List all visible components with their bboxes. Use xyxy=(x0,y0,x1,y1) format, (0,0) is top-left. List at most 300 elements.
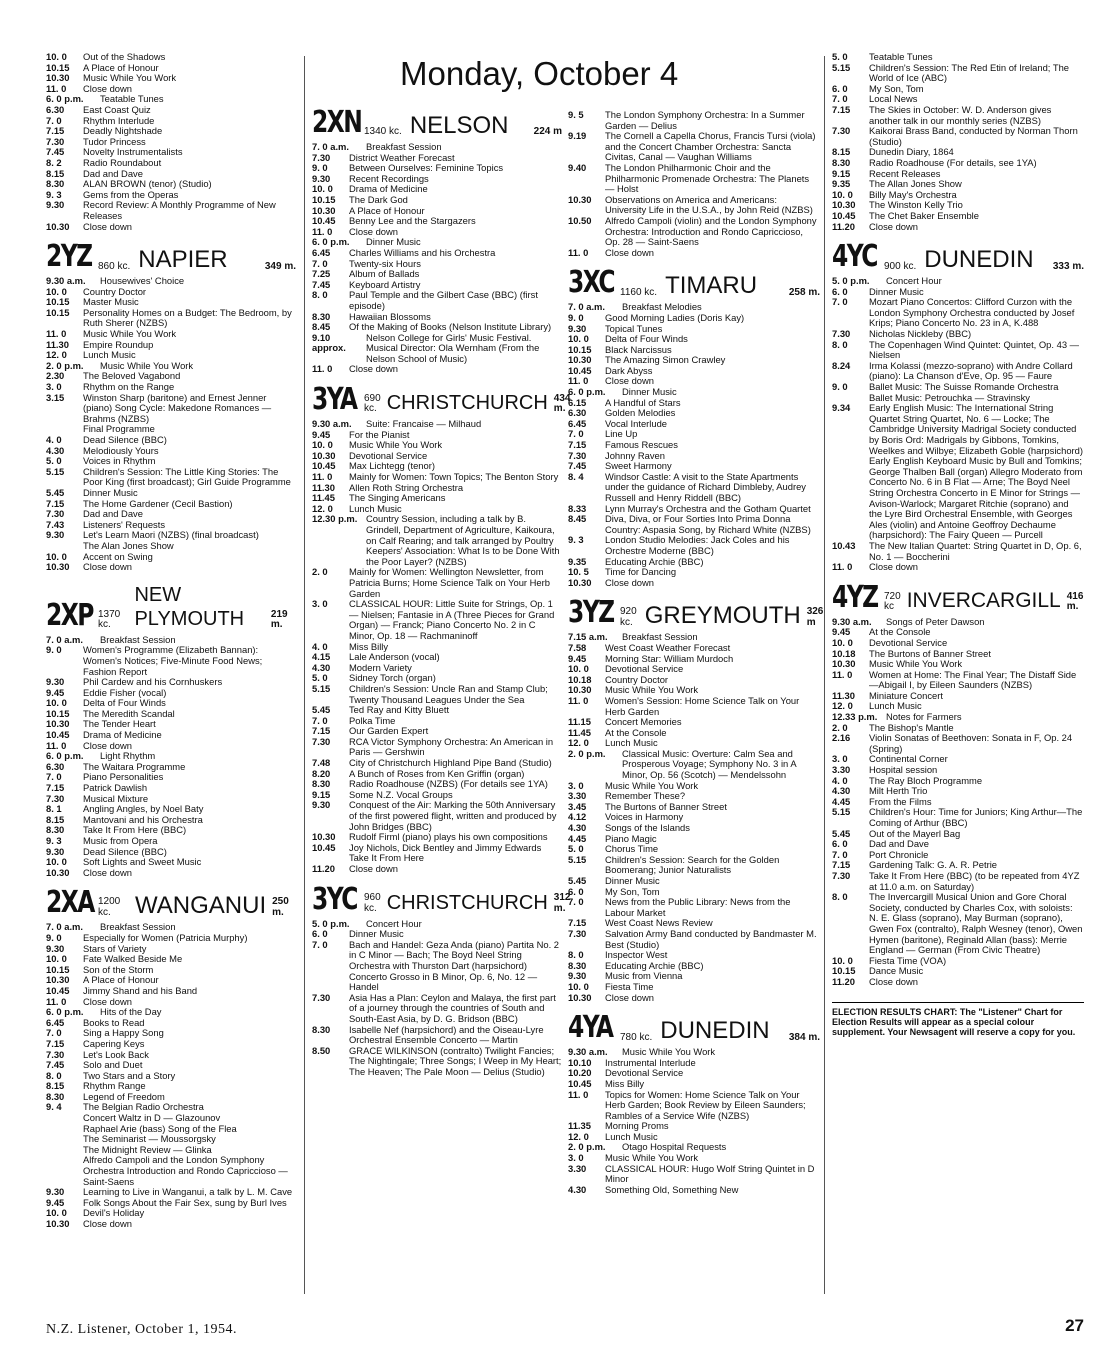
program-time: 7.15 xyxy=(46,1037,65,1049)
program-title: Black Narcissus xyxy=(605,343,672,355)
station-header-2xa xyxy=(46,885,296,921)
program-title: Kaikorai Brass Band, conducted by Norman Thorn (Studio) xyxy=(869,125,1078,147)
program-title: Billy May's Orchestra xyxy=(869,188,957,200)
program-time: 10.18 xyxy=(832,647,856,659)
program-time: 9.30 a.m. xyxy=(568,1046,608,1058)
program-time: 7. 0 xyxy=(312,257,328,269)
program-time: 3.45 xyxy=(568,800,587,812)
column-1 xyxy=(46,52,296,1230)
program-title: Music While You Work xyxy=(622,1046,716,1058)
program-row xyxy=(832,871,1084,892)
program-time: 9.10 approx. xyxy=(312,331,346,354)
program-time: 10.10 xyxy=(568,1056,592,1068)
program-title: Benny Lee and the Stargazers xyxy=(349,215,476,227)
program-title: Radio Roundabout xyxy=(83,156,162,168)
program-time: 8.30 xyxy=(46,178,65,190)
program-row xyxy=(832,340,1084,361)
program-time: 4.30 xyxy=(312,661,331,673)
station-freq: 780 kc. xyxy=(620,1031,653,1043)
program-time: 8.24 xyxy=(832,359,851,371)
program-row xyxy=(568,749,820,781)
program-row xyxy=(832,977,1084,988)
program-title: Sing a Happy Song xyxy=(83,1027,164,1039)
program-time: 7.30 xyxy=(312,151,331,163)
program-title: Radio Roadhouse (For details, see 1YA) xyxy=(869,156,1037,168)
program-time: 7.30 xyxy=(832,869,851,881)
publication-footer: N.Z. Listener, October 1, 1954. xyxy=(46,1322,238,1337)
station-freq: 1340 kc. xyxy=(364,126,402,138)
program-row xyxy=(568,313,820,324)
program-time: 10.30 xyxy=(568,193,592,205)
program-title: Concert Hour xyxy=(886,275,942,287)
station-call: 4YZ xyxy=(832,579,878,615)
program-time: 7.45 xyxy=(568,460,587,472)
program-title: Hits of the Day xyxy=(100,1006,162,1018)
program-title: Close down xyxy=(83,866,132,878)
program-time: 8.30 xyxy=(312,1023,331,1035)
program-time: 7.30 xyxy=(46,135,65,147)
program-time: 7. 0 a.m. xyxy=(46,633,84,645)
program-time: 2. 0 xyxy=(832,721,848,733)
program-time: 10. 0 xyxy=(312,183,333,195)
program-time: 2. 0 xyxy=(312,566,328,578)
program-row xyxy=(832,297,1084,329)
program-title: The Invercargill Musical Union and Gore Choral Society, conducted by Charles Cox, with soloists: N. E. Glass (soprano), May Burman (soprano), Gwen Fox (contralto), Ralph Wesney (tenor), Owen Hymen (baritone), Reginald Allan (bass): Merrie England — German (From Civic Theatre) xyxy=(869,891,1083,956)
program-title: Rhythm Interlude xyxy=(83,114,155,126)
program-time: 9. 3 xyxy=(46,835,62,846)
program-title: Legend of Freedom xyxy=(83,1090,165,1102)
program-title: Children's Session: Uncle Ran and Stamp Club; Twenty Thousand Leagues Under the Sea xyxy=(349,682,548,705)
program-time: 2.30 xyxy=(46,370,65,382)
program-time: 6.45 xyxy=(568,417,587,429)
program-time: 8. 0 xyxy=(46,1069,62,1081)
program-row xyxy=(46,52,296,63)
program-title: Lunch Music xyxy=(605,1130,658,1142)
program-title: Mozart Piano Concertos: Clifford Curzon with the London Symphony Orchestra conducted by Josef Krips; Piano Concerto No. 23 in A, K.488 xyxy=(869,296,1075,329)
program-time: 11. 0 xyxy=(46,328,67,340)
program-time: 5. 0 p.m. xyxy=(312,917,350,929)
program-title: Dark Abyss xyxy=(605,364,653,376)
program-title: Good Morning Ladies (Doris Kay) xyxy=(605,311,745,323)
program-title: Keyboard Artistry xyxy=(349,278,421,290)
program-time: 9.30 a.m. xyxy=(312,418,352,430)
program-title: A Bunch of Roses from Ken Griffin (organ) xyxy=(349,767,525,779)
program-row xyxy=(46,393,296,425)
program-title: Sweet Harmony xyxy=(605,460,672,472)
program-time: 6. 0 xyxy=(832,285,848,297)
program-title: Devil's Holiday xyxy=(83,1207,145,1219)
program-row xyxy=(832,638,1084,649)
program-row xyxy=(312,195,562,206)
program-time: 6. 0 p.m. xyxy=(46,750,84,762)
station-wavelength: 258 m. xyxy=(788,286,820,298)
program-time: 8. 0 xyxy=(568,949,584,961)
program-title: Songs of the Islands xyxy=(605,822,690,834)
program-time: 10.15 xyxy=(46,963,70,975)
program-time: 12. 0 xyxy=(46,349,67,361)
program-time: 10.20 xyxy=(568,1067,592,1079)
program-title: Learning to Live in Wanganui, a talk by L. M. Cave xyxy=(83,1186,293,1198)
program-row xyxy=(312,940,562,993)
program-time: 11. 0 xyxy=(312,471,333,483)
program-title: Children's Session: The Red Etin of Ireland; The World of Ice (ABC) xyxy=(869,61,1069,84)
program-row xyxy=(312,737,562,758)
program-time: 2. 0 p.m. xyxy=(46,359,84,371)
program-title: Fiesta Time (VOA) xyxy=(869,954,947,966)
program-title: Close down xyxy=(83,561,132,573)
program-title: Of the Making of Books (Nelson Institute Library) xyxy=(349,321,552,333)
program-list xyxy=(46,52,296,232)
program-row xyxy=(312,290,562,311)
program-time: 8.15 xyxy=(46,813,65,825)
program-title: Dunedin Diary, 1864 xyxy=(869,146,954,158)
program-row xyxy=(568,163,820,195)
program-row xyxy=(312,993,562,1025)
program-title: A Place of Honour xyxy=(83,974,159,986)
program-title: Piano Magic xyxy=(605,832,657,844)
program-title: Diva, Diva, or Four Sorties Into Prima Donna Country: Aspasia Song, by Richard White (NZBS) xyxy=(605,513,811,535)
program-time: 10.30 xyxy=(46,561,70,573)
program-title: Recent Releases xyxy=(869,167,941,179)
program-title: Charles Williams and his Orchestra xyxy=(349,246,496,258)
station-header-3xc xyxy=(568,265,820,301)
program-title: A Handful of Stars xyxy=(605,396,681,408)
station-call: 3YZ xyxy=(568,595,614,631)
program-row xyxy=(832,892,1084,956)
program-time: 11. 0 xyxy=(568,375,589,387)
program-title: The Seminarist — Moussorgsky xyxy=(83,1133,216,1145)
station-call: 3XC xyxy=(568,265,614,301)
program-time: 6.45 xyxy=(312,246,331,258)
program-row xyxy=(312,684,562,705)
program-time: 7. 0 a.m. xyxy=(312,141,350,152)
program-title: Drama of Medicine xyxy=(349,183,428,195)
program-time: 4.30 xyxy=(832,785,851,797)
program-row xyxy=(46,986,296,997)
program-row xyxy=(832,52,1084,63)
program-title: Milt Herth Trio xyxy=(869,785,928,797)
program-row xyxy=(46,933,296,944)
program-time: 7.15 xyxy=(312,725,331,737)
station-call: 2XN xyxy=(312,105,362,140)
program-row xyxy=(832,63,1084,84)
program-title: Joy Nichols, Dick Bentley and Jimmy Edwards Take It From Here xyxy=(349,841,542,864)
program-title: Devotional Service xyxy=(605,1067,684,1079)
program-time: 6.30 xyxy=(568,407,587,419)
program-row xyxy=(46,105,296,116)
program-time: 10.45 xyxy=(312,215,336,227)
program-title: Children's Session: Search for the Golden Boomerang; Junior Naturalists xyxy=(605,853,780,876)
program-time: 4.30 xyxy=(568,1183,587,1195)
program-title: Record Review: A Monthly Programme of New Releases xyxy=(83,199,276,221)
program-time: 11.30 xyxy=(832,689,855,701)
program-title: Irma Kolassi (mezzo-soprano) with Andre Collard (piano): La Chanson d'Eve, Op. 95 — Faure xyxy=(869,359,1073,382)
program-time: 7.30 xyxy=(832,328,851,340)
program-time: 3. 0 xyxy=(568,779,584,791)
program-time: 10. 0 xyxy=(46,51,67,62)
station-name: CHRISTCHURCH xyxy=(386,392,548,415)
program-title: Dad and Dave xyxy=(869,838,929,850)
station-call: 3YC xyxy=(312,881,357,917)
program-time: 7. 0 xyxy=(568,896,584,908)
program-time: 6. 0 p.m. xyxy=(568,386,606,398)
program-title: Jimmy Shand and his Band xyxy=(83,984,198,996)
program-time: 10.30 xyxy=(832,658,856,670)
program-title: Soft Lights and Sweet Music xyxy=(83,856,202,868)
program-row xyxy=(312,1025,562,1046)
program-time: 7.45 xyxy=(46,1059,65,1071)
program-time: 10.15 xyxy=(46,296,70,308)
program-title: The London Symphony Orchestra: In a Summer Garden — Delius xyxy=(605,109,805,131)
program-time: 2.16 xyxy=(832,732,851,744)
program-title: West Coast Weather Forecast xyxy=(605,641,731,653)
program-title: Accent on Swing xyxy=(83,550,153,562)
program-title: Suite: Francaise — Milhaud xyxy=(366,418,482,430)
program-time: 9.30 xyxy=(46,942,65,954)
program-time: 9.30 xyxy=(312,799,331,811)
program-title: Drama of Medicine xyxy=(83,729,162,741)
program-title: Music While You Work xyxy=(605,684,699,696)
program-title: Out of the Mayerl Bag xyxy=(869,827,961,839)
program-time: 10.30 xyxy=(568,576,592,588)
program-title: Take It From Here (BBC) xyxy=(83,824,187,836)
program-time: 10. 0 xyxy=(46,953,67,965)
program-time: 7.45 xyxy=(312,278,331,290)
program-time: 10. 0 xyxy=(832,954,853,966)
program-title: Paul Temple and the Gilbert Case (BBC) (first episode) xyxy=(349,289,538,311)
program-title: Out of the Shadows xyxy=(83,51,166,62)
program-time: 7.15 xyxy=(46,497,65,509)
program-time: 9.30 xyxy=(46,845,65,857)
program-time: 10.45 xyxy=(568,1077,592,1089)
program-time: 3.15 xyxy=(46,391,65,403)
program-time: 9.15 xyxy=(312,788,331,800)
program-row xyxy=(46,645,296,677)
program-time: 4.15 xyxy=(312,651,331,663)
program-title: Dead Silence (BBC) xyxy=(83,434,167,445)
program-time: 7. 0 xyxy=(46,1027,62,1039)
program-row xyxy=(832,126,1084,147)
program-row xyxy=(568,472,820,504)
program-time: 7. 0 xyxy=(832,93,848,105)
station-header-4yz xyxy=(832,579,1084,615)
program-row xyxy=(568,195,820,216)
program-time xyxy=(46,541,83,552)
program-time: 11. 0 xyxy=(46,739,67,751)
page-number: 27 xyxy=(1065,1316,1084,1335)
program-time: 11. 0 xyxy=(568,1088,589,1100)
program-title: Hospital session xyxy=(869,764,938,776)
program-time xyxy=(46,1155,83,1187)
program-title: Master Music xyxy=(83,296,139,308)
program-time: 10.30 xyxy=(312,831,336,843)
program-time: 8. 0 xyxy=(832,338,848,350)
program-time: 9.45 xyxy=(46,686,65,698)
station-name: NEW PLYMOUTH xyxy=(134,583,245,630)
column-3 xyxy=(568,109,824,1195)
program-time: 7. 0 xyxy=(312,938,328,950)
program-title: Mainly for Women: Town Topics; The Benton Story xyxy=(349,471,559,483)
program-title: For the Pianist xyxy=(349,428,410,440)
program-title: Close down xyxy=(83,1218,132,1229)
program-row xyxy=(568,855,820,876)
program-row xyxy=(312,1046,562,1078)
program-time: 10. 0 xyxy=(832,188,853,200)
program-title: CLASSICAL HOUR: Hugo Wolf String Quintet in D Minor xyxy=(605,1162,815,1185)
station-call: 3YA xyxy=(312,382,357,418)
station-wavelength: 349 m. xyxy=(264,260,296,272)
program-title: Golden Melodies xyxy=(605,407,676,419)
program-time: 6.45 xyxy=(46,1016,65,1028)
station-name: INVERCARGILL xyxy=(906,588,1061,612)
program-time: 9. 0 xyxy=(312,162,328,174)
program-time: 7. 0 xyxy=(832,296,848,308)
program-title: Raphael Arie (bass) Song of the Flea xyxy=(83,1122,237,1134)
program-title: Dad and Dave xyxy=(83,167,143,179)
program-time: 10.30 xyxy=(568,354,592,366)
program-title: Voices in Harmony xyxy=(605,811,684,823)
program-time: 5.45 xyxy=(832,827,851,839)
program-row xyxy=(312,599,562,641)
program-title: Modern Variety xyxy=(349,661,412,673)
program-time: 8.30 xyxy=(568,959,587,971)
program-time: 9.35 xyxy=(568,555,587,567)
program-title: West Coast News Review xyxy=(605,917,713,929)
program-title: Close down xyxy=(605,375,654,387)
program-title: Music While You Work xyxy=(349,439,443,451)
program-title: Nicholas Nickleby (BBC) xyxy=(869,328,972,340)
program-time: 9. 0 xyxy=(568,311,584,323)
program-title: The Allan Jones Show xyxy=(869,178,962,190)
program-time: 11. 0 xyxy=(832,561,853,573)
program-time: 12. 0 xyxy=(832,700,853,712)
program-time: 6. 0 p.m. xyxy=(46,1006,84,1018)
program-row xyxy=(46,488,296,499)
program-title: Morning Star: William Murdoch xyxy=(605,652,734,664)
program-time: 10.45 xyxy=(832,209,856,221)
program-time: 8.15 xyxy=(46,1080,65,1092)
program-time: 3. 0 xyxy=(312,598,328,610)
program-title: London Studio Melodies: Jack Coles and his Orchestre Moderne (BBC) xyxy=(605,534,790,556)
program-title: Twenty-six Hours xyxy=(349,257,421,269)
program-time: 10.30 xyxy=(46,718,70,730)
program-title: Educating Archie (BBC) xyxy=(605,959,704,971)
program-row xyxy=(312,364,562,375)
program-row xyxy=(832,403,1084,541)
program-row xyxy=(312,800,562,832)
program-time: 10.45 xyxy=(312,841,336,853)
program-time: 10.15 xyxy=(46,306,70,318)
program-title: Salvation Army Band conducted by Bandmaster M. Best (Studio) xyxy=(605,927,817,950)
station-freq: 720 kc xyxy=(884,590,901,613)
program-title: Early English Music: The International String Quartet String Quartet, No. 6 — Locke; The Cambridge University Madrigal Society conducted by Boris Ord: Madrigals by Gibbons, Tomkins, Weelkes and Wilbye; Elizabeth Goble (harpsichord) Early English Keyboard Music by Bull and Tomkins; George Thalben Ball (organ) Allegro Moderato from Concerto No. 6 in B Flat — Arne; The Boyd Neel String Orchestra Concerto in E Minor for Strings — Avison-Warlock; Margaret Ritchie (soprano) and the Lyre Bird Orchestral Ensemble, with Georges Ales (violin) and Antoine Geoffroy Dechaume (harpsichord): The Fairy Queen — Purcell xyxy=(869,402,1083,541)
program-title: Alfredo Campoli and the London Symphony Orchestra Introduction and Rondo Capriccioso — Saint-Saens xyxy=(83,1154,288,1187)
program-list xyxy=(46,276,296,573)
program-title: Close down xyxy=(349,225,398,237)
program-title: Stars of Variety xyxy=(83,942,147,954)
program-title: Lunch Music xyxy=(605,737,658,749)
program-title: Morning Proms xyxy=(605,1120,669,1132)
program-row xyxy=(568,897,820,918)
program-time: 7. 0 xyxy=(832,848,848,860)
program-time: 7.30 xyxy=(568,449,587,461)
program-time: 8.50 xyxy=(312,1044,331,1056)
program-title: Close down xyxy=(83,739,132,751)
program-title: News from the Public Library: News from the Labour Market xyxy=(605,896,791,918)
program-time: 11. 0 xyxy=(312,225,333,237)
program-title: The Midnight Review — Glinka xyxy=(83,1143,212,1155)
program-time: 10.30 xyxy=(312,449,336,461)
program-row xyxy=(832,222,1084,233)
program-title: Recent Recordings xyxy=(349,172,429,184)
program-title: Listeners' Requests xyxy=(83,518,166,530)
station-header-2xn xyxy=(312,105,562,140)
program-time: 10. 0 xyxy=(46,1207,67,1219)
program-title: Close down xyxy=(83,220,132,232)
program-title: Tudor Princess xyxy=(83,135,146,147)
program-title: Johnny Raven xyxy=(605,449,665,461)
program-time xyxy=(46,1134,83,1145)
program-title: The Burtons of Banner Street xyxy=(605,800,727,812)
program-title: Local News xyxy=(869,93,918,105)
program-time: 8.33 xyxy=(568,502,587,514)
program-time: 10. 0 xyxy=(832,636,853,648)
program-title: Remember These? xyxy=(605,790,686,802)
page-title: Monday, October 4 xyxy=(400,55,679,92)
program-list xyxy=(46,922,296,1229)
program-row xyxy=(46,1039,296,1050)
program-time: 9.30 xyxy=(46,199,65,211)
program-time: 7.30 xyxy=(46,792,65,804)
program-time: 7.15 xyxy=(46,782,65,794)
program-title: Let's Learn Maori (NZBS) (final broadcast) xyxy=(83,529,259,541)
program-time: 9.30 a.m. xyxy=(832,615,872,627)
program-time: 8.15 xyxy=(832,146,851,158)
program-time: 4.12 xyxy=(568,811,587,823)
program-time xyxy=(46,1124,83,1135)
program-title: Chorus Time xyxy=(605,843,659,855)
program-title: Devotional Service xyxy=(869,636,948,648)
program-title: Teatable Tunes xyxy=(100,93,164,105)
program-time: 7.15 xyxy=(832,859,851,871)
program-title: Lunch Music xyxy=(83,349,136,361)
program-title: Observations on America and Americans: University Life in the U.S.A., by John Reid (NZBS) xyxy=(605,193,813,216)
program-row xyxy=(568,376,820,387)
program-title: The Copenhagen Wind Quintet: Quintet, Op. 43 — Nielsen xyxy=(869,338,1080,361)
program-row xyxy=(568,110,820,131)
program-time: 7.30 xyxy=(832,125,851,137)
program-row xyxy=(568,131,820,163)
program-title: The Winston Kelly Trio xyxy=(869,199,963,211)
station-header-4yc xyxy=(832,239,1084,275)
program-time xyxy=(46,1113,83,1124)
program-row xyxy=(568,535,820,556)
station-name: GREYMOUTH xyxy=(644,602,801,630)
program-time: 11.30 xyxy=(46,338,69,350)
program-title: Ballet Music: The Suisse Romande Orchestra Ballet Music: Petrouchka — Stravinsky xyxy=(869,381,1059,403)
program-time: 10.30 xyxy=(832,199,856,211)
station-header-2xp xyxy=(46,583,296,631)
program-title: Violin Sonatas of Beethoven: Sonata in F, Op. 24 (Spring) xyxy=(869,732,1073,754)
program-time: 8.30 xyxy=(46,1090,65,1102)
program-title: Light Rhythm xyxy=(100,750,156,762)
program-row xyxy=(46,868,296,879)
station-call: 2YZ xyxy=(46,239,92,275)
program-row xyxy=(568,248,820,259)
station-wavelength: 434 m. xyxy=(553,392,571,415)
program-title: Fate Walked Beside Me xyxy=(83,953,183,965)
program-row xyxy=(568,578,820,589)
